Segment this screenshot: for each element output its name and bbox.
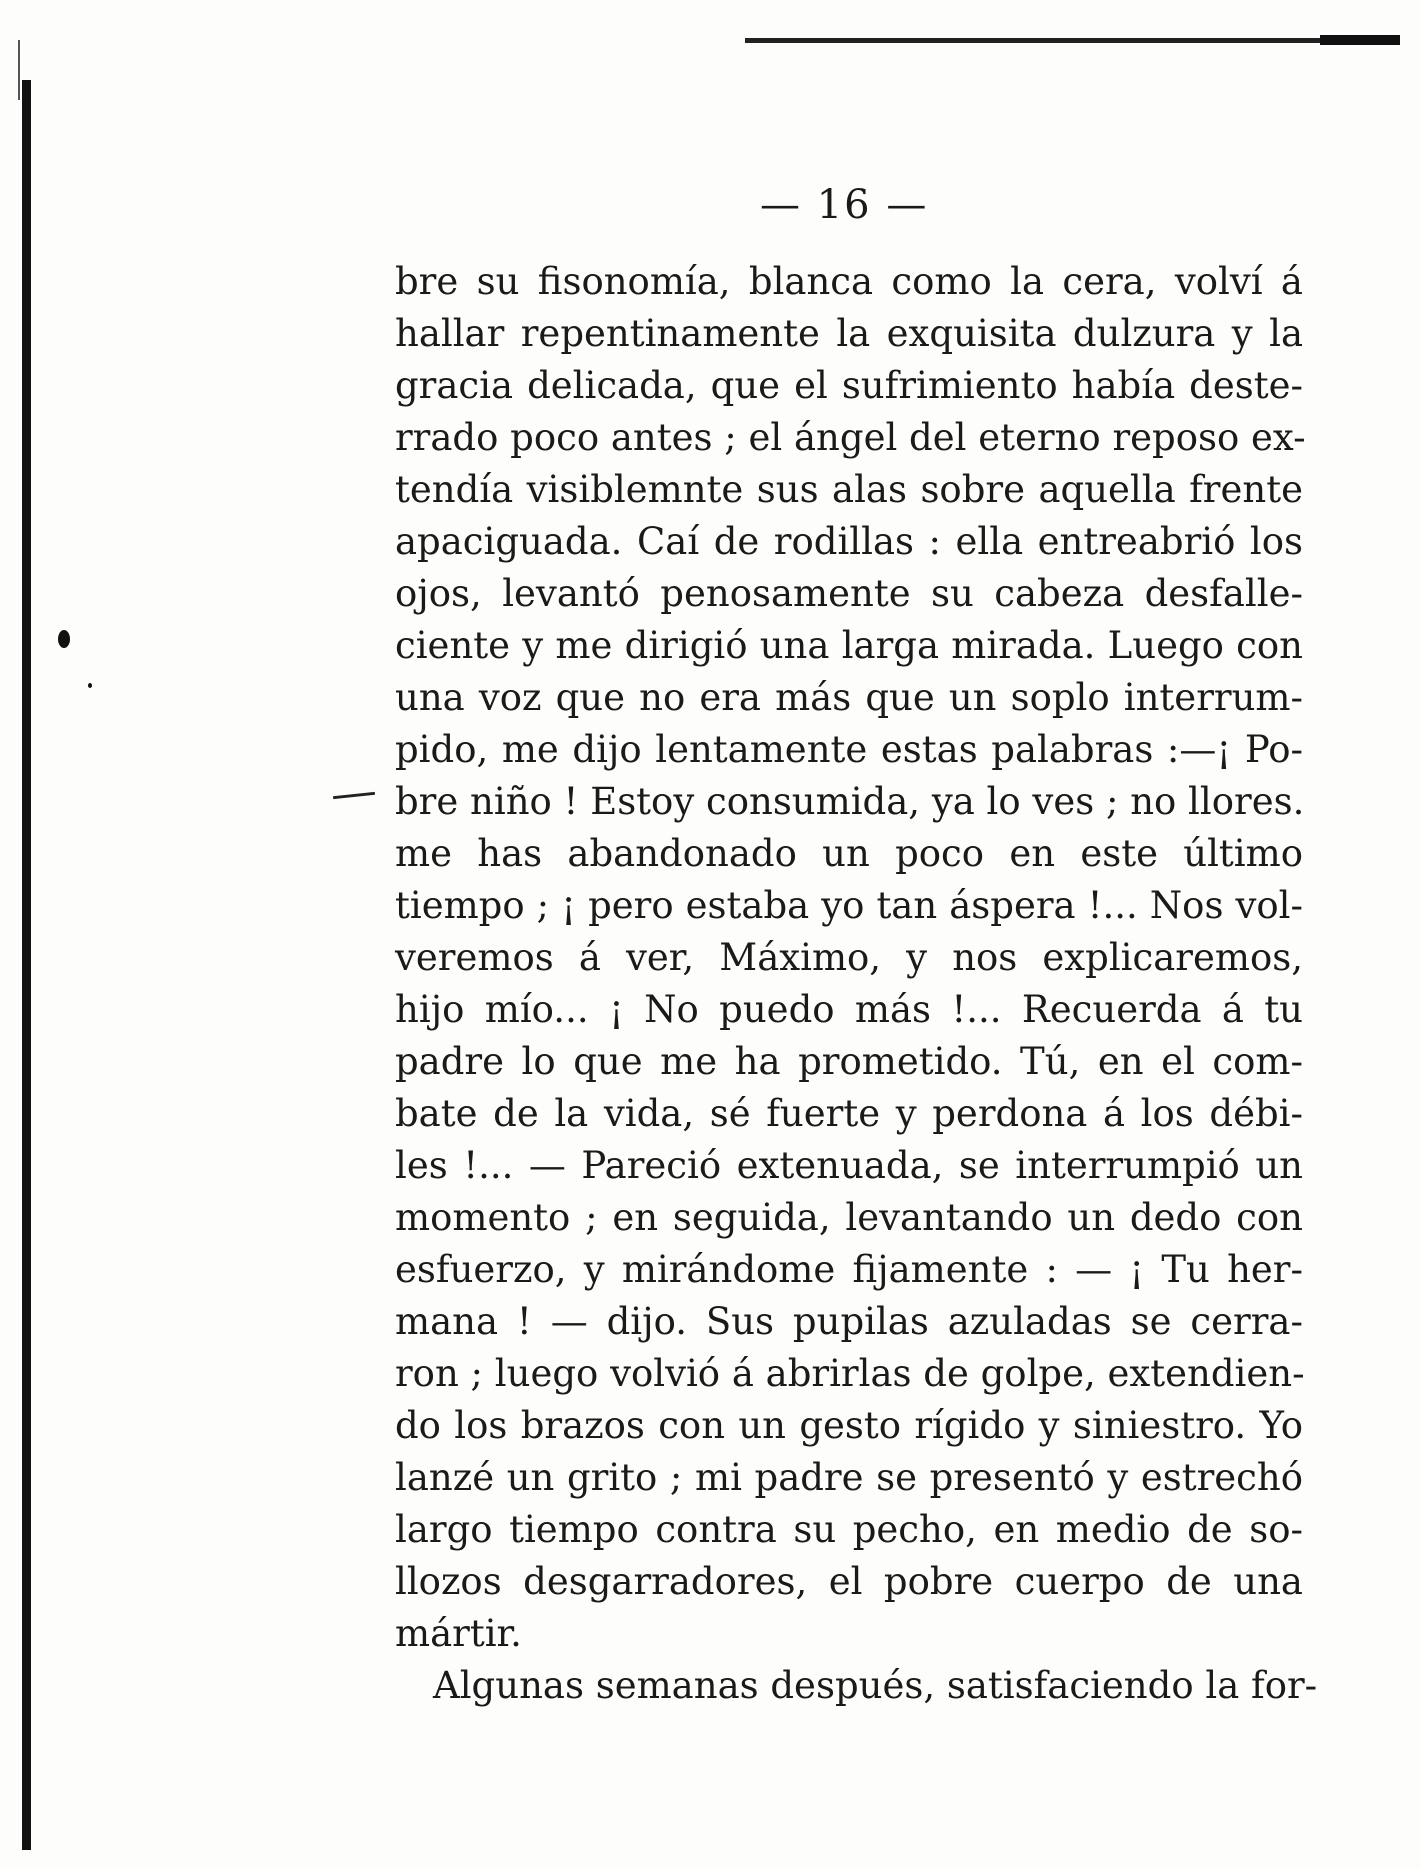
ink-speck [58,630,70,648]
text-line: hijo mío... ¡ No puedo más !... Recuerda á tu [395,988,1303,1031]
text-line: me has abandonado un poco en este último [395,832,1303,875]
binding-edge [22,80,31,1850]
text-line: bre su fisonomía, blanca como la cera, volví á [395,260,1303,303]
text-line: esfuerzo, y mirándome fijamente : — ¡ Tu her- [395,1248,1303,1291]
text-line: una voz que no era más que un soplo interrum- [395,676,1303,719]
text-line: largo tiempo contra su pecho, en medio de so- [395,1508,1303,1551]
text-line: tiempo ; ¡ pero estaba yo tan áspera !... Nos vol- [395,884,1303,927]
page-number: — 16 — [760,182,929,228]
top-rule [745,38,1400,43]
text-line: do los brazos con un gesto rígido y siniestro. Yo [395,1404,1303,1447]
text-line: llozos desgarradores, el pobre cuerpo de una [395,1560,1303,1603]
text-line: bate de la vida, sé fuerte y perdona á los débi- [395,1092,1303,1135]
top-rule-end [1320,35,1400,45]
text-line: ron ; luego volvió á abrirlas de golpe, extendien- [395,1352,1305,1395]
text-line: les !... — Pareció extenuada, se interrumpió un [395,1144,1303,1187]
text-line: mana ! — dijo. Sus pupilas azuladas se cerra- [395,1300,1303,1343]
text-line: pido, me dijo lentamente estas palabras :—¡ Po- [395,728,1303,771]
text-line: momento ; en seguida, levantando un dedo con [395,1196,1303,1239]
text-line: padre lo que me ha prometido. Tú, en el com- [395,1040,1303,1083]
text-line: lanzé un grito ; mi padre se presentó y estrechó [395,1456,1303,1499]
text-line: mártir. [395,1612,522,1655]
text-line: ojos, levantó penosamente su cabeza desfalle- [395,572,1303,615]
text-line: apaciguada. Caí de rodillas : ella entreabrió los [395,520,1303,563]
text-line: hallar repentinamente la exquisita dulzura y la [395,312,1303,355]
text-line: tendía visiblemnte sus alas sobre aquella frente [395,468,1303,511]
margin-mark [333,792,375,799]
scan-edge-mark [18,40,20,100]
ink-speck [88,683,92,688]
text-line: gracia delicada, que el sufrimiento había deste- [395,364,1303,407]
text-line: veremos á ver, Máximo, y nos explicaremos, [395,936,1303,979]
text-line: bre niño ! Estoy consumida, ya lo ves ; no llores. [395,780,1305,823]
text-line: rrado poco antes ; el ángel del eterno reposo ex- [395,416,1306,459]
body-text [395,256,1318,1712]
text-line-indented: Algunas semanas después, satisfaciendo la for- [433,1664,1318,1707]
text-line: ciente y me dirigió una larga mirada. Luego con [395,624,1303,667]
